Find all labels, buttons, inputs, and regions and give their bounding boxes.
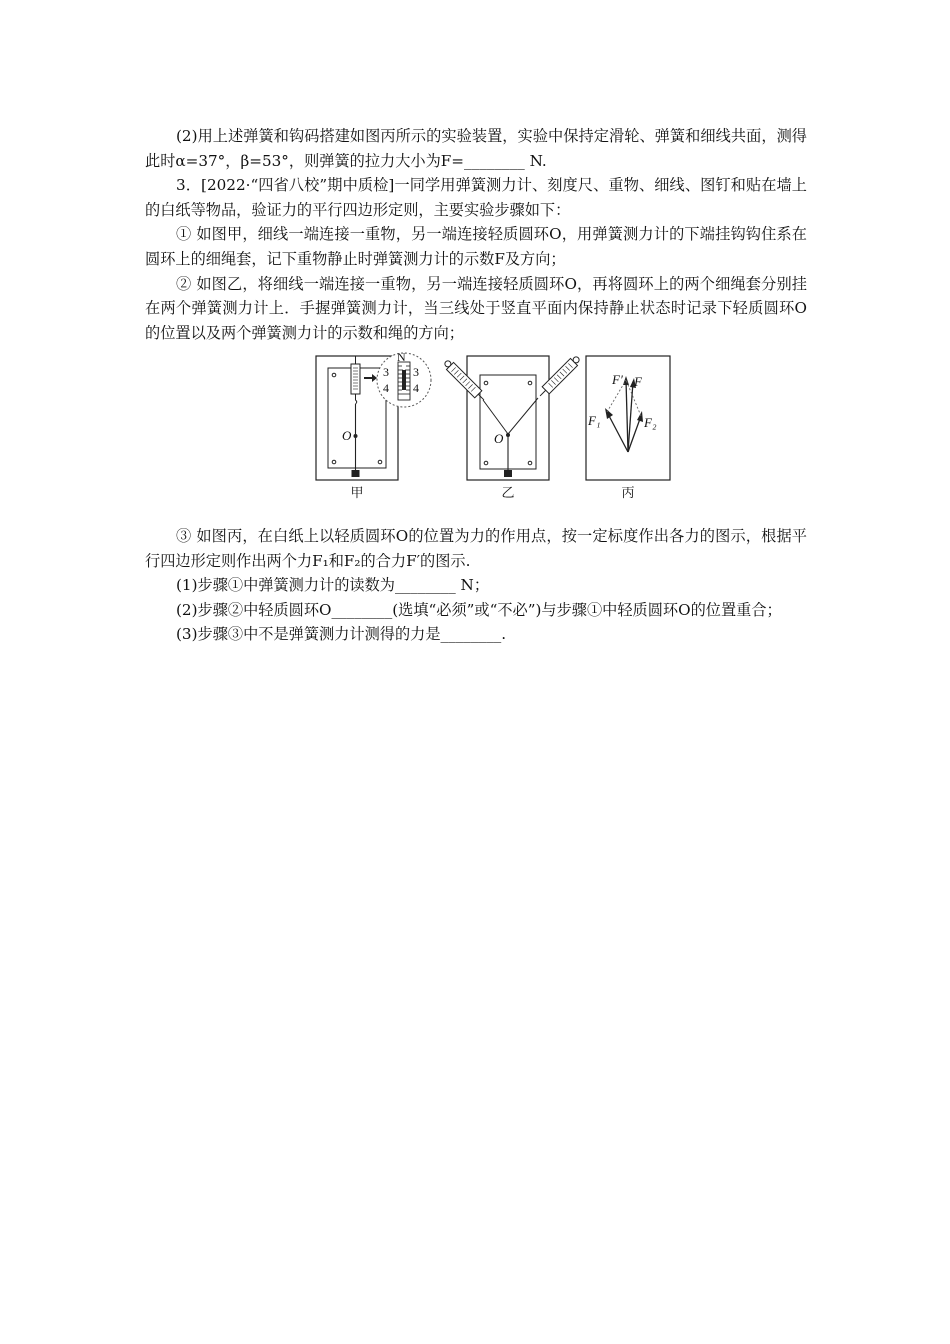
paragraph-step-3: ③ 如图丙，在白纸上以轻质圆环O的位置为力的作用点，按一定标度作出各力的图示，根据平行四边形定则作出两个力F₁和F₂的合力F′的图示.: [145, 527, 807, 570]
force-label-f1: F₁: [588, 413, 601, 428]
caption-yi: 乙: [501, 486, 515, 501]
text-block-top: [145, 124, 807, 345]
magnifier-tick-3-right: 3: [413, 365, 419, 379]
force-label-f-prime: F′: [612, 372, 623, 387]
paragraph-subquestion-1: (1)步骤①中弹簧测力计的读数为________ N；: [176, 576, 490, 595]
magnifier-unit-label: N: [397, 350, 406, 364]
paragraph-step-2: ② 如图乙，将细线一端连接一重物，另一端连接轻质圆环O，再将圆环上的两个细绳套分别挂在两个弹簧测力计上．手握弹簧测力计，当三线处于竖直平面内保持静止状态时记录下轻质圆环O的位置以及两个弹簧测力计的示数和绳的方向；: [145, 274, 807, 342]
magnifier-tick-3-left: 3: [383, 365, 389, 379]
paragraph-question-3-intro: 3．[2022·“四省八校”期中质检]一同学用弹簧测力计、刻度尺、重物、细线、图钉和贴在墙上的白纸等物品，验证力的平行四边形定则，主要实验步骤如下：: [145, 176, 807, 219]
paragraph-subquestion-2: (2)步骤②中轻质圆环O________(选填“必须”或“不必”)与步骤①中轻质圆环O的位置重合；: [176, 600, 782, 619]
text-block-bottom: [145, 524, 807, 647]
magnifier-tick-4-right: 4: [413, 381, 419, 395]
paragraph-subquestion-3: (3)步骤③中不是弹簧测力计测得的力是________.: [176, 625, 507, 644]
force-label-f2: F₂: [644, 415, 657, 430]
paragraph-question-2-part2: (2)用上述弹簧和钩码搭建如图丙所示的实验装置，实验中保持定滑轮、弹簧和细线共面，测得此时α=37°，β=53°，则弹簧的拉力大小为F=________ N.: [145, 127, 807, 170]
ring-label-yi: O: [494, 431, 504, 446]
ring-label-jia: O: [342, 428, 352, 443]
magnifier-tick-4-left: 4: [383, 381, 389, 395]
paragraph-step-1: ① 如图甲，细线一端连接一重物，另一端连接轻质圆环O，用弹簧测力计的下端挂钩钩住系在圆环上的细绳套，记下重物静止时弹簧测力计的示数F及方向；: [145, 225, 807, 268]
figure-yi: [442, 354, 582, 480]
force-label-f: F: [634, 374, 642, 389]
experiment-figure: [314, 352, 674, 512]
caption-jia: 甲: [350, 486, 364, 501]
caption-bing: 丙: [621, 486, 635, 501]
